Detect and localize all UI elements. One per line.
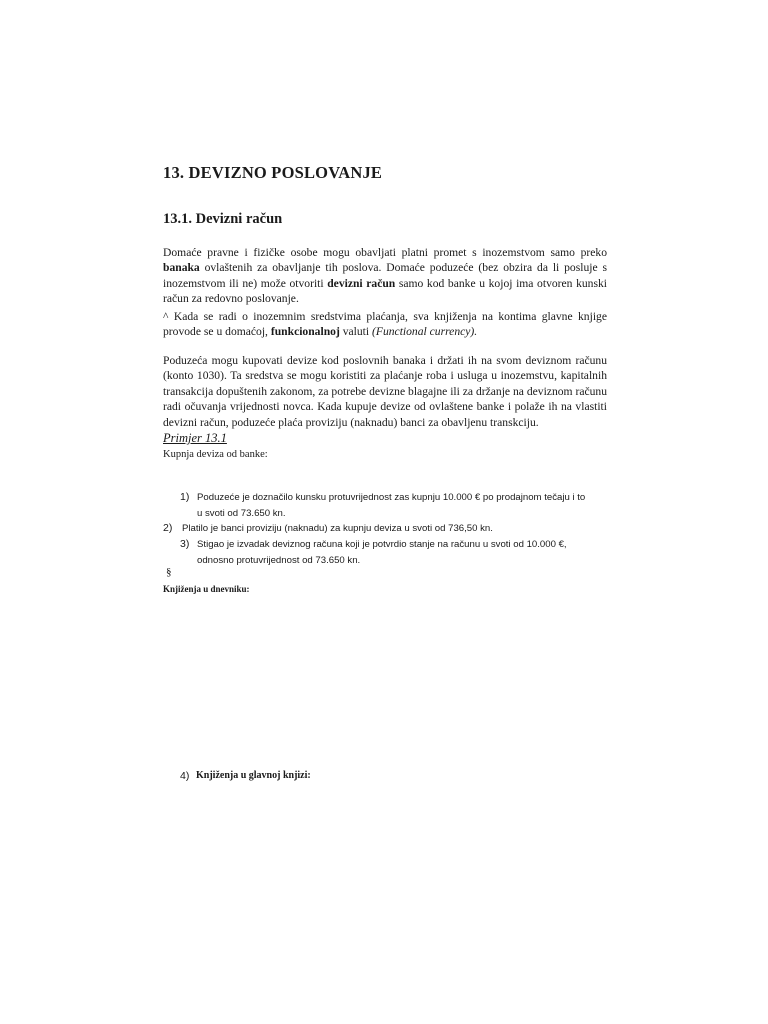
section-mark: §	[166, 566, 172, 578]
paragraph-intro	[163, 245, 607, 307]
para2-text-2: valuti	[339, 325, 373, 339]
section-heading: 13.1. Devizni račun	[163, 211, 283, 227]
para2-text-1: ^ Kada se radi o inozemnim sredstvima plaćanja, sva knjiženja na kontima glavne knjige provode se u domaćoj,	[163, 310, 607, 339]
para1-text-1: Domaće pravne i fizičke osobe mogu obavljati platni promet s inozemstvom samo preko	[163, 246, 607, 259]
para2-italic: (Functional currency).	[372, 325, 478, 339]
para1-bold-banaka: banaka	[163, 261, 200, 275]
list-item-line: odnosno protuvrijednost od 73.650 kn.	[197, 555, 361, 566]
list-item-line: Stigao je izvadak deviznog računa koji je potvrdio stanje na računu u svoti od 10.000 €,	[197, 539, 567, 550]
journal-entries-label: Knjiženja u dnevniku:	[163, 584, 250, 594]
chapter-heading: 13. DEVIZNO POSLOVANJE	[163, 163, 383, 182]
para1-bold-devizni-racun: devizni račun	[327, 276, 396, 290]
list-item-number: 4)	[180, 770, 190, 782]
list-item-line: Poduzeće je doznačilo kunsku protuvrijednost zas kupnju 10.000 € po prodajnom tečaju i to	[197, 492, 586, 503]
paragraph-foreign-currency: Poduzeća mogu kupovati devize kod poslovnih banaka i držati ih na svom deviznom računu (konto 1030). Ta sredstva se mogu koristiti za plaćanje roba i usluga u inozemstvu, kapitalnih transakcija dopuštenih zakonom, za potrebe devizne blagajne ili za držanje na deviznom računu radi očuvanja vrijednosti novca. Kada kupuje devize od ovlaštene banke i polaže ih na vlastiti devizni račun, poduzeće plaća proviziju (naknadu) banci za obavljenu transkciju.	[163, 354, 607, 429]
general-ledger-label: Knjiženja u glavnoj knjizi:	[196, 770, 311, 781]
list-item-number: 1)	[180, 491, 190, 503]
para1-text-3: samo kod banke u kojoj ima otvoren kunski račun za redovno poslovanje.	[163, 276, 608, 306]
list-item-line: u svoti od 73.650 kn.	[197, 508, 286, 519]
example-title: Primjer 13.1	[163, 431, 227, 445]
para1-text-2: ovlaštenih za obavljanje tih poslova. Domaće poduzeće (bez obzira da li posluje s inozemstvom ili ne) može otvoriti	[163, 261, 607, 290]
paragraph-functional-currency	[163, 309, 607, 340]
list-item-number: 2)	[163, 522, 173, 534]
para2-bold-funkcionalnoj: funkcionalnoj	[270, 325, 340, 339]
example-intro: Kupnja deviza od banke:	[163, 449, 268, 460]
list-item-number: 3)	[180, 538, 190, 550]
list-item-line: Platilo je banci proviziju (naknadu) za kupnju deviza u svoti od 736,50 kn.	[182, 523, 493, 534]
